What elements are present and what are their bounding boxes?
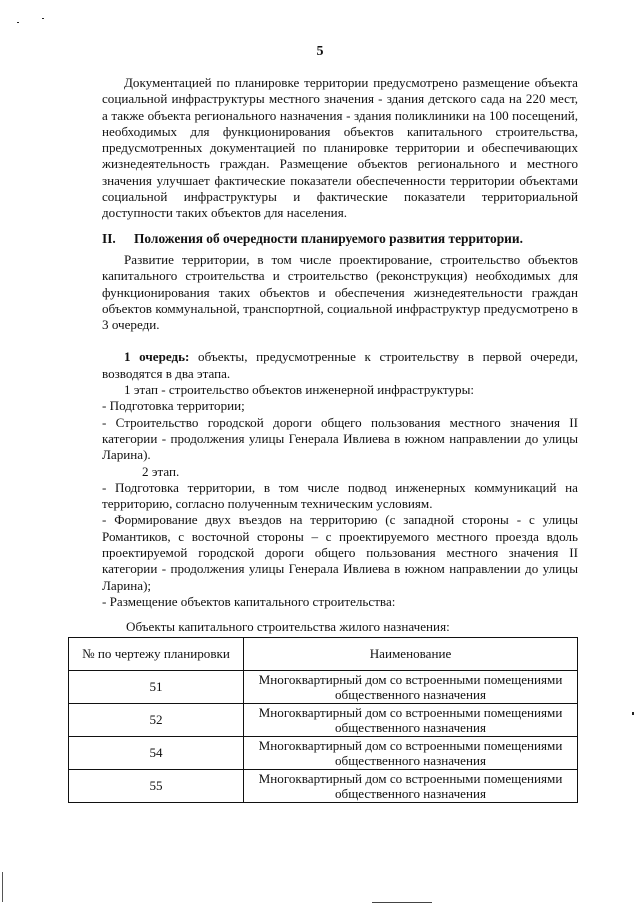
cell-name: Многоквартирный дом со встроенными помещениями общественного назначения — [244, 769, 578, 802]
stage2-item: - Формирование двух въездов на территорию (с западной стороны - с улицы Романтиков, с восточной стороны – с проектируемого местного проезда вдоль проектируемой городской дороги общего пользования местного значения II категории - продолжения улицы Генерала Ивлиева в южном направлении до улицы Ларина); — [102, 512, 578, 593]
spacer — [102, 333, 578, 349]
section-title: Положения об очередности планируемого развития территории. — [134, 230, 523, 246]
document-body — [82, 75, 578, 803]
cell-name: Многоквартирный дом со встроенными помещениями общественного назначения — [244, 703, 578, 736]
table-row — [69, 703, 578, 736]
cell-number: 51 — [69, 670, 244, 703]
section-number: II. — [102, 230, 116, 246]
table-header-row — [69, 637, 578, 670]
queue1-label: 1 очередь: — [124, 349, 190, 365]
cell-name: Многоквартирный дом со встроенными помещениями общественного назначения — [244, 736, 578, 769]
scan-edge-mark — [632, 712, 634, 715]
section-heading — [102, 231, 578, 247]
table-caption: Объекты капитального строительства жилого назначения: — [126, 619, 450, 635]
stage2-title: 2 этап. — [142, 463, 180, 479]
stage2-item: - Размещение объектов капитального строительства: — [102, 593, 396, 609]
cell-number: 54 — [69, 736, 244, 769]
header-name: Наименование — [244, 637, 578, 670]
header-drawing-number: № по чертежу планировки — [69, 637, 244, 670]
scan-underline — [372, 902, 432, 903]
stage1-title: 1 этап - строительство объектов инженерной инфраструктуры: — [124, 382, 475, 398]
scan-speck — [17, 22, 19, 23]
queue1-paragraph — [102, 349, 578, 382]
table-row — [69, 670, 578, 703]
stage1-item: - Строительство городской дороги общего пользования местного значения II категории - продолжения улицы Генерала Ивлиева в южном направлении до улицы Ларина). — [102, 414, 578, 463]
page-number: 5 — [316, 44, 324, 59]
table-row — [69, 736, 578, 769]
queue1-text: объекты, предусмотренные к строительству в первой очереди, возводятся в два этапа. — [102, 349, 578, 381]
scan-edge-mark — [2, 872, 3, 902]
development-paragraph: Развитие территории, в том числе проектирование, строительство объектов капитального строительства и строительство (реконструкция) необходимых для функционирования таких объектов и обеспечения жизнедеятельности граждан объектов коммунальной, транспортной, социальной инфраструктур предусмотрено в 3 очереди. — [102, 251, 578, 333]
intro-paragraph: Документацией по планировке территории предусмотрено размещение объекта социальной инфраструктуры местного значения - здания детского сада на 220 мест, а также объекта регионального назначения - здания поликлиники на 100 посещений, необходимых для функционирования объектов капитального строительства, предусмотренных документацией по планировке территории и обеспечивающих жизнедеятельность граждан. Размещение объектов регионального и местного значения улучшает фактические показатели обеспеченности территории объектами социальной инфраструктуры и фактические показатели территориальной доступности таких объектов для населения. — [102, 75, 578, 221]
objects-table — [68, 637, 578, 803]
stage1-item: - Подготовка территории; — [102, 398, 245, 414]
cell-name: Многоквартирный дом со встроенными помещениями общественного назначения — [244, 670, 578, 703]
cell-number: 52 — [69, 703, 244, 736]
cell-number: 55 — [69, 769, 244, 802]
stage2-item: - Подготовка территории, в том числе подвод инженерных коммуникаций на территорию, согласно полученным техническим условиям. — [102, 479, 578, 512]
scan-speck — [42, 18, 44, 19]
table-row — [69, 769, 578, 802]
